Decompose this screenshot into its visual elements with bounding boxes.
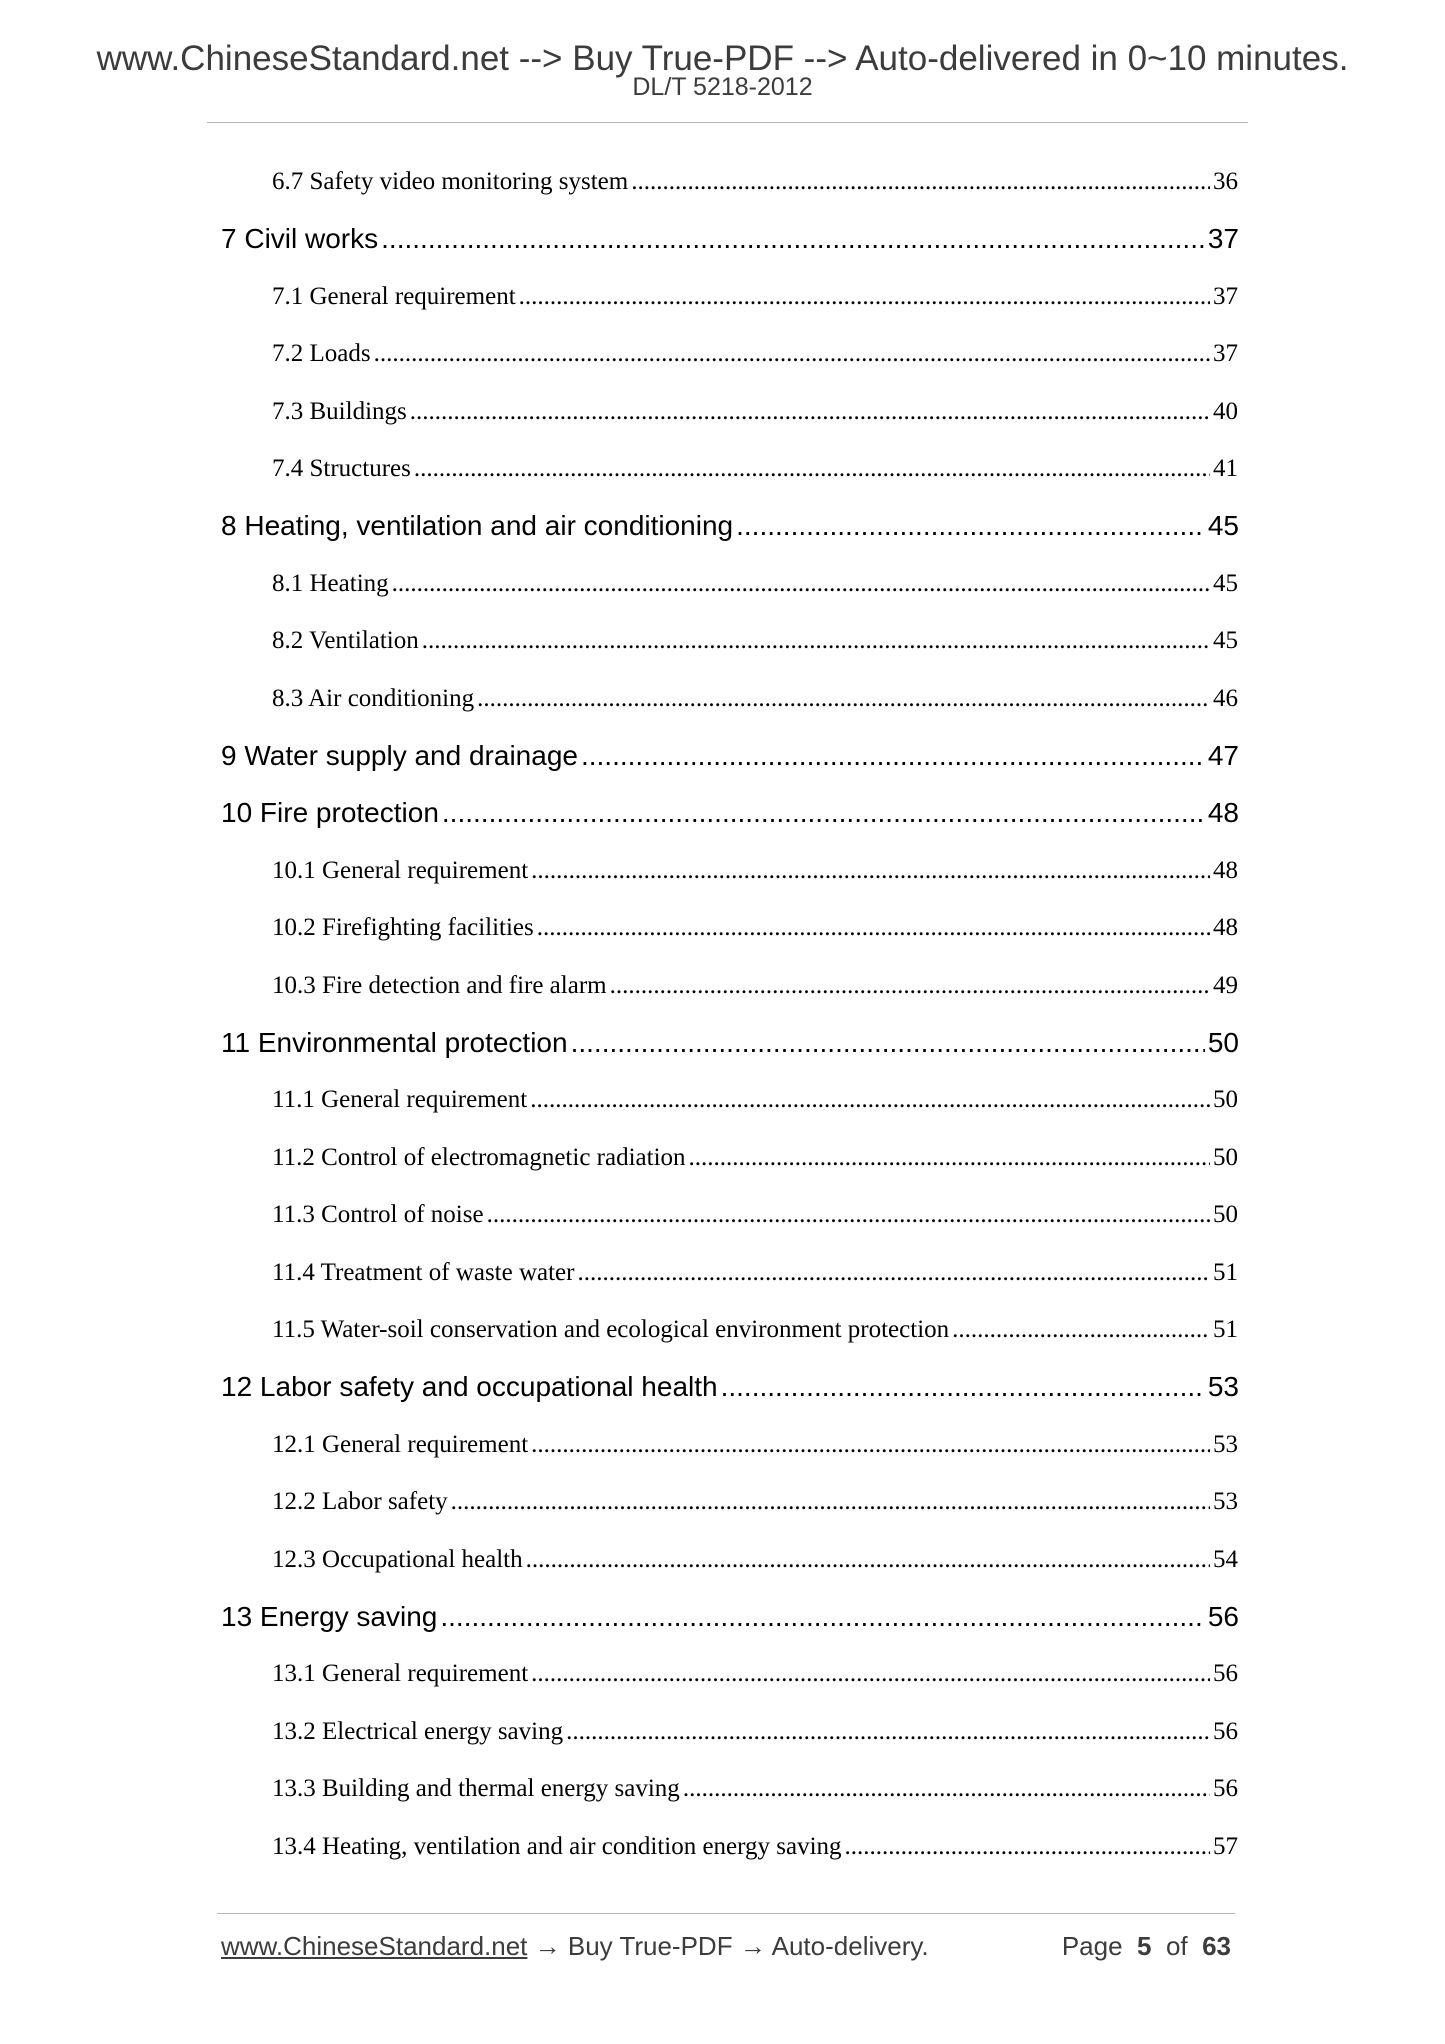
toc-entry-page: 48 — [1213, 856, 1238, 884]
toc-entry-page: 48 — [1207, 797, 1239, 829]
toc-entry-title: 7.4 Structures — [272, 455, 411, 482]
footer-delivery-text: Auto-delivery. — [771, 1931, 929, 1961]
standard-code: DL/T 5218-2012 — [632, 73, 813, 101]
toc-entry-page: 50 — [1213, 1086, 1238, 1114]
toc-entry-page: 53 — [1207, 1371, 1239, 1403]
toc-entry-page: 53 — [1213, 1488, 1238, 1516]
toc-dot-leader — [531, 857, 1210, 885]
toc-chapter-entry[interactable] — [221, 740, 1239, 772]
toc-dot-leader — [952, 1316, 1210, 1344]
toc-dot-leader — [577, 1259, 1210, 1287]
toc-dot-leader — [689, 1144, 1210, 1172]
toc-entry-page: 50 — [1213, 1201, 1238, 1229]
toc-entry-title: 7.1 General requirement — [272, 282, 516, 310]
toc-dot-leader — [381, 223, 1205, 255]
toc-entry-title: 13 Energy saving — [221, 1601, 438, 1632]
footer-site-link[interactable]: www.ChineseStandard.net — [221, 1931, 528, 1961]
toc-dot-leader — [736, 510, 1205, 542]
toc-section-entry[interactable] — [272, 685, 1238, 713]
toc-entry-title: 10.3 Fire detection and fire alarm — [272, 971, 607, 999]
toc-dot-leader — [530, 1086, 1210, 1114]
page-label: Page — [1061, 1931, 1123, 1961]
toc-section-entry[interactable] — [272, 283, 1238, 311]
toc-entry-page: 56 — [1213, 1717, 1238, 1745]
toc-entry-title: 11.5 Water-soil conservation and ecological environment protection — [272, 1316, 950, 1343]
footer-divider — [217, 1913, 1235, 1914]
toc-entry-title: 10.1 General requirement — [272, 856, 529, 884]
toc-entry-title: 11 Environmental protection — [221, 1027, 568, 1058]
page-of-label: of — [1165, 1931, 1188, 1961]
toc-dot-leader — [374, 340, 1210, 368]
toc-dot-leader — [531, 1431, 1210, 1459]
toc-entry-title: 6.7 Safety video monitoring system — [272, 168, 629, 195]
arrow-right-icon: → — [739, 1931, 766, 1961]
toc-section-entry[interactable] — [272, 168, 1238, 196]
toc-entry-title: 13.2 Electrical energy saving — [272, 1717, 564, 1745]
toc-entry-page: 47 — [1207, 740, 1239, 771]
toc-section-entry[interactable] — [272, 1259, 1238, 1287]
toc-section-entry[interactable] — [272, 914, 1238, 942]
toc-entry-page: 56 — [1213, 1660, 1238, 1688]
toc-entry-title: 7.3 Buildings — [272, 397, 407, 425]
toc-section-entry[interactable] — [272, 340, 1238, 368]
page-footer — [221, 1931, 1231, 1962]
toc-section-entry[interactable] — [272, 1431, 1238, 1459]
toc-entry-page: 56 — [1213, 1775, 1238, 1803]
toc-dot-leader — [440, 1601, 1204, 1633]
toc-dot-leader — [845, 1833, 1210, 1861]
toc-chapter-entry[interactable] — [221, 1027, 1239, 1059]
toc-entry-page: 37 — [1213, 340, 1238, 368]
toc-section-entry[interactable] — [272, 1775, 1238, 1803]
toc-section-entry[interactable] — [272, 455, 1238, 483]
toc-entry-title: 10 Fire protection — [221, 797, 439, 829]
toc-entry-title: 11.1 General requirement — [272, 1086, 528, 1114]
toc-dot-leader — [422, 627, 1210, 655]
toc-entry-page: 51 — [1213, 1316, 1238, 1343]
toc-dot-leader — [571, 1027, 1205, 1059]
toc-section-entry[interactable] — [272, 398, 1238, 426]
toc-section-entry[interactable] — [272, 1316, 1238, 1344]
toc-dot-leader — [410, 398, 1210, 426]
toc-entry-title: 12 Labor safety and occupational health — [221, 1371, 718, 1403]
toc-entry-page: 45 — [1207, 510, 1239, 542]
arrow-right-icon: → — [534, 1931, 561, 1961]
toc-entry-title: 8.2 Ventilation — [272, 627, 419, 655]
toc-section-entry[interactable] — [272, 1086, 1238, 1114]
toc-section-entry[interactable] — [272, 857, 1238, 885]
toc-dot-leader — [610, 972, 1210, 1000]
toc-entry-title: 7.2 Loads — [272, 340, 371, 368]
toc-section-entry[interactable] — [272, 1546, 1238, 1574]
toc-entry-page: 37 — [1213, 282, 1238, 310]
toc-dot-leader — [721, 1371, 1205, 1403]
toc-entry-title: 11.3 Control of noise — [272, 1201, 484, 1229]
toc-entry-title: 12.2 Labor safety — [272, 1488, 448, 1516]
toc-chapter-entry[interactable] — [221, 1371, 1239, 1403]
toc-entry-title: 11.2 Control of electromagnetic radiation — [272, 1143, 686, 1171]
toc-entry-title: 7 Civil works — [221, 223, 379, 255]
toc-entry-page: 51 — [1213, 1258, 1238, 1286]
toc-dot-leader — [477, 685, 1210, 713]
toc-dot-leader — [526, 1546, 1210, 1574]
toc-entry-title: 13.1 General requirement — [272, 1660, 529, 1688]
toc-section-entry[interactable] — [272, 972, 1238, 1000]
toc-section-entry[interactable] — [272, 1833, 1238, 1861]
toc-entry-page: 41 — [1213, 455, 1238, 482]
toc-entry-title: 8.3 Air conditioning — [272, 684, 475, 712]
page-total: 63 — [1202, 1931, 1231, 1961]
toc-entry-page: 50 — [1213, 1143, 1238, 1171]
toc-dot-leader — [487, 1201, 1210, 1229]
toc-chapter-entry[interactable] — [221, 1601, 1239, 1633]
toc-dot-leader — [631, 168, 1210, 196]
toc-dot-leader — [566, 1718, 1210, 1746]
toc-entry-page: 54 — [1213, 1545, 1238, 1573]
toc-entry-title: 13.3 Building and thermal energy saving — [272, 1775, 680, 1803]
toc-section-entry[interactable] — [272, 1201, 1238, 1229]
toc-dot-leader — [683, 1775, 1210, 1803]
toc-dot-leader — [519, 283, 1210, 311]
footer-promo — [221, 1931, 929, 1962]
page-indicator — [1062, 1931, 1231, 1962]
toc-section-entry[interactable] — [272, 1488, 1238, 1516]
toc-entry-page: 46 — [1213, 684, 1238, 712]
toc-section-entry[interactable] — [272, 570, 1238, 598]
toc-chapter-entry[interactable] — [221, 223, 1239, 255]
toc-entry-page: 57 — [1213, 1832, 1238, 1860]
toc-entry-title: 8 Heating, ventilation and air conditioning — [221, 510, 734, 542]
header-banner: www.ChineseStandard.net --> Buy True-PDF --> Auto-delivered in 0~10 minutes. — [96, 39, 1349, 78]
toc-entry-title: 8.1 Heating — [272, 569, 389, 597]
toc-section-entry[interactable] — [272, 1144, 1238, 1172]
toc-chapter-entry[interactable] — [221, 510, 1239, 542]
toc-dot-leader — [392, 570, 1210, 598]
toc-dot-leader — [581, 740, 1205, 772]
toc-entry-page: 45 — [1213, 569, 1238, 597]
toc-section-entry[interactable] — [272, 1660, 1238, 1688]
toc-section-entry[interactable] — [272, 627, 1238, 655]
toc-entry-page: 37 — [1207, 223, 1239, 255]
toc-entry-title: 12.1 General requirement — [272, 1430, 529, 1458]
footer-buy-text: Buy True-PDF — [567, 1931, 733, 1961]
toc-entry-page: 49 — [1213, 971, 1238, 999]
toc-entry-page: 53 — [1213, 1430, 1238, 1458]
page-current: 5 — [1137, 1931, 1152, 1961]
toc-entry-title: 10.2 Firefighting facilities — [272, 914, 534, 942]
toc-entry-page: 56 — [1207, 1601, 1239, 1632]
toc-entry-title: 9 Water supply and drainage — [221, 740, 578, 771]
toc-entry-title: 11.4 Treatment of waste water — [272, 1258, 575, 1286]
toc-dot-leader — [414, 455, 1210, 483]
toc-entry-page: 50 — [1207, 1027, 1239, 1058]
toc-entry-page: 48 — [1213, 914, 1238, 942]
toc-entry-page: 36 — [1213, 168, 1238, 195]
toc-entry-title: 12.3 Occupational health — [272, 1545, 523, 1573]
toc-dot-leader — [451, 1488, 1210, 1516]
toc-dot-leader — [537, 914, 1210, 942]
toc-dot-leader — [442, 797, 1205, 829]
toc-section-entry[interactable] — [272, 1718, 1238, 1746]
toc-chapter-entry[interactable] — [221, 797, 1239, 829]
toc-entry-title: 13.4 Heating, ventilation and air condition energy saving — [272, 1832, 842, 1860]
toc-entry-page: 45 — [1213, 627, 1238, 655]
toc-entry-page: 40 — [1213, 397, 1238, 425]
toc-dot-leader — [531, 1660, 1210, 1688]
